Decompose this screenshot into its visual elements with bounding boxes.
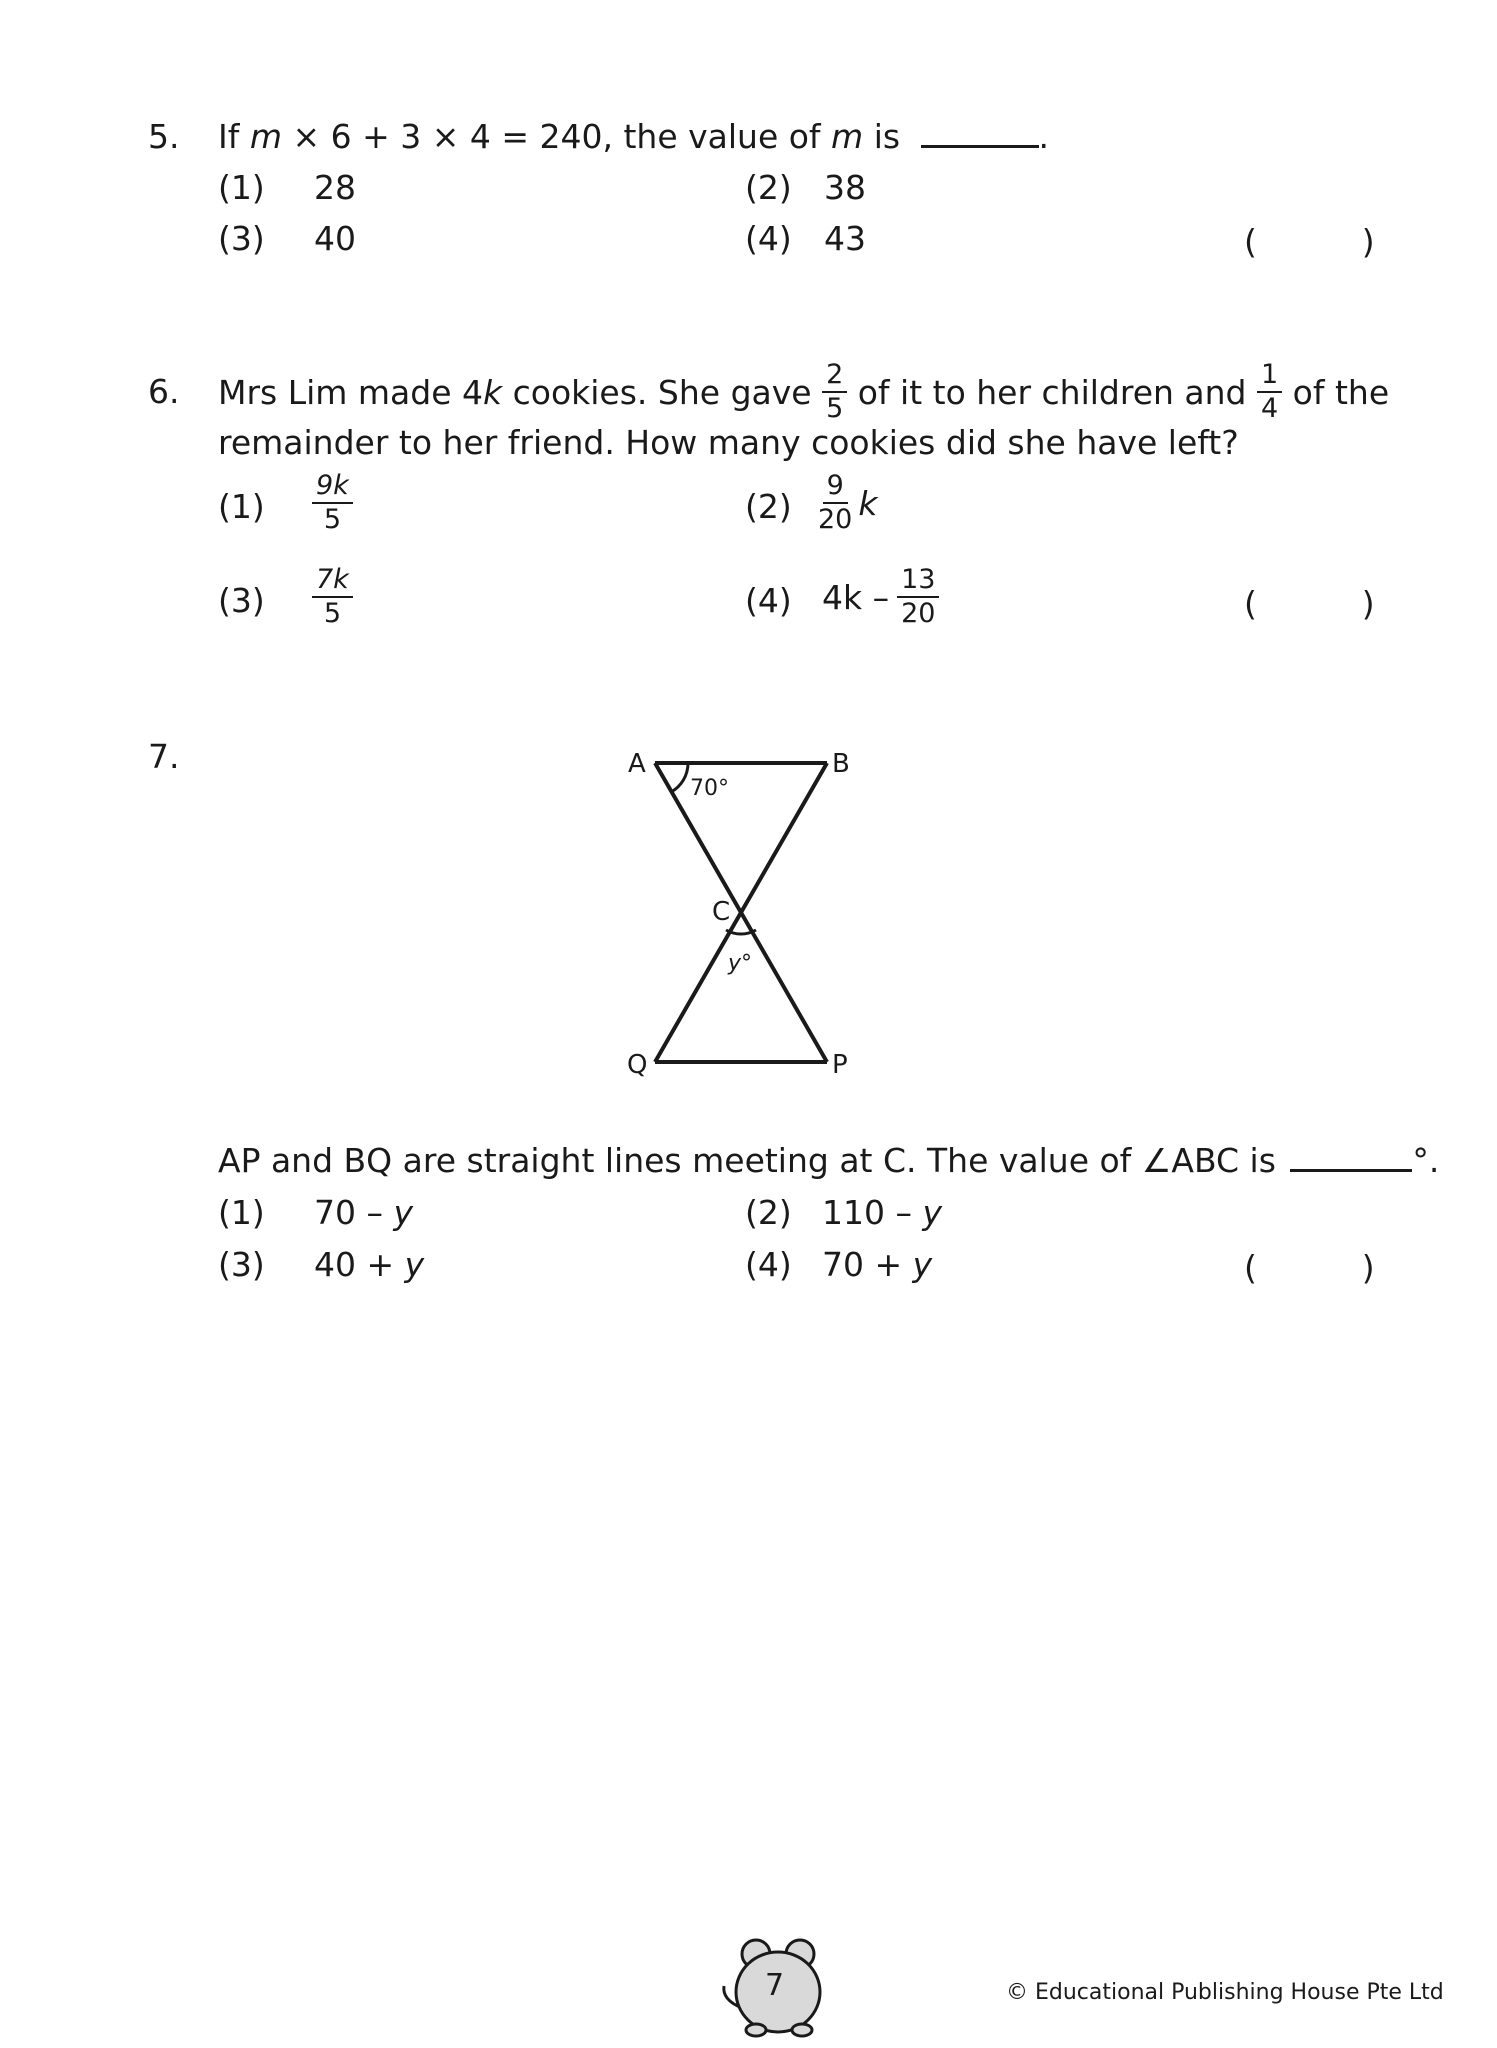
q5-option-2-label: (2): [745, 168, 792, 207]
page-number: 7: [765, 1968, 785, 2003]
q6-frac1-num: 2: [822, 361, 847, 393]
q7-option-3-label: (3): [218, 1245, 265, 1284]
vertex-label-p: P: [832, 1050, 848, 1080]
q5-option-3-label: (3): [218, 219, 265, 258]
q7-stem-pre: AP and BQ are straight lines meeting at C. The value of ∠ABC is: [218, 1141, 1287, 1180]
q5-option-1-label: (1): [218, 168, 265, 207]
vertex-label-b: B: [832, 749, 850, 779]
q6-line1-c: of it to her children and: [847, 372, 1257, 412]
angle-arc-c: [726, 930, 756, 934]
q6-fraction-two-fifths: [822, 358, 847, 424]
q5-stem-mid: × 6 + 3 × 4 = 240, the value of: [282, 117, 832, 156]
q7-option-2-expr: 110 –: [822, 1193, 923, 1232]
q7-option-1-expr: 70 –: [314, 1193, 394, 1232]
q7-option-4-var: y: [912, 1245, 933, 1284]
q6-option-4-fraction: [897, 566, 939, 629]
q6-option-2-fraction: [818, 472, 852, 535]
q7-number: 7.: [148, 737, 180, 776]
q7-answer-bracket[interactable]: ( ): [1244, 1248, 1375, 1287]
q7-option-1-value: [314, 1193, 414, 1232]
q7-option-2-label: (2): [745, 1193, 792, 1232]
q7-option-3-expr: 40 +: [314, 1245, 405, 1284]
q5-stem-post: is: [863, 117, 911, 156]
q5-number: 5.: [148, 117, 180, 156]
q6-line1-b: cookies. She gave: [502, 372, 823, 412]
q7-option-3-value: [314, 1245, 425, 1284]
q6-option-2-value: [818, 472, 877, 535]
q7-triangle-diagram: [600, 730, 880, 1080]
q6-line1-d: of the: [1282, 372, 1390, 412]
q7-option-2-value: [822, 1193, 942, 1232]
q7-option-4-label: (4): [745, 1245, 792, 1284]
q6-option-1-label: (1): [218, 487, 265, 526]
q6-option-4-value: [822, 566, 939, 629]
q6-stem-line1: [218, 356, 1389, 428]
angle-arc-a: [671, 763, 688, 792]
q5-stem: [218, 117, 1050, 156]
q5-answer-blank[interactable]: [921, 145, 1039, 148]
q6-option-4-label: (4): [745, 581, 792, 620]
vertex-label-c: C: [712, 897, 731, 927]
q7-answer-blank[interactable]: [1290, 1169, 1412, 1172]
q7-option-3-var: y: [404, 1245, 425, 1284]
q6-frac2-num: 1: [1257, 361, 1282, 393]
q6-option-4-den: 20: [901, 598, 936, 630]
q7-option-2-var: y: [922, 1193, 942, 1232]
angle-label-a: 70°: [690, 776, 729, 801]
q6-answer-bracket[interactable]: ( ): [1244, 584, 1375, 623]
q6-option-3-den: 5: [323, 598, 341, 630]
q5-option-1-value: 28: [314, 168, 356, 207]
q7-option-4-value: [822, 1245, 933, 1284]
q6-option-3-value: [312, 566, 353, 629]
q6-option-1-fraction: [312, 472, 353, 535]
q7-option-1-var: y: [393, 1193, 414, 1232]
q5-answer-bracket[interactable]: ( ): [1244, 222, 1375, 261]
q6-option-2-label: (2): [745, 487, 792, 526]
q6-var-k: k: [483, 372, 503, 412]
q6-option-2-den: 20: [818, 504, 853, 536]
vertex-label-a: A: [628, 749, 646, 779]
q6-option-3-num: 7k: [316, 564, 349, 595]
q6-option-1-den: 5: [323, 504, 341, 536]
q6-option-1-num: 9k: [316, 470, 349, 501]
copyright-notice: © Educational Publishing House Pte Ltd: [1006, 1980, 1444, 2005]
q7-stem-post: °.: [1412, 1141, 1440, 1180]
q5-var-m-2: m: [831, 117, 864, 156]
q5-option-4-label: (4): [745, 219, 792, 258]
q6-option-4-prefix: 4k –: [822, 577, 890, 617]
q6-fraction-one-quarter: [1257, 358, 1282, 424]
q6-stem-line2: remainder to her friend. How many cookies did she have left?: [218, 423, 1239, 462]
q6-number: 6.: [148, 372, 180, 411]
vertex-label-q: Q: [627, 1050, 648, 1080]
angle-label-c: y°: [728, 951, 753, 976]
q7-option-4-expr: 70 +: [822, 1245, 913, 1284]
q6-frac2-den: 4: [1261, 393, 1279, 424]
q5-option-4-value: 43: [824, 219, 866, 258]
q6-option-3-fraction: [312, 566, 353, 629]
q5-var-m: m: [249, 117, 282, 156]
q6-option-2-suffix: k: [858, 483, 878, 523]
q6-line1-a: Mrs Lim made 4: [218, 372, 484, 412]
q6-option-4-num: 13: [897, 566, 939, 598]
q7-option-1-label: (1): [218, 1193, 265, 1232]
q6-option-2-num: 9: [823, 472, 848, 504]
q5-stem-pre: If: [218, 117, 250, 156]
q6-option-1-value: [312, 472, 353, 535]
q5-option-2-value: 38: [824, 168, 866, 207]
q5-option-3-value: 40: [314, 219, 356, 258]
q6-frac1-den: 5: [826, 393, 844, 424]
q6-option-3-label: (3): [218, 581, 265, 620]
q7-stem: [218, 1141, 1440, 1180]
q5-stem-end: .: [1038, 117, 1050, 156]
